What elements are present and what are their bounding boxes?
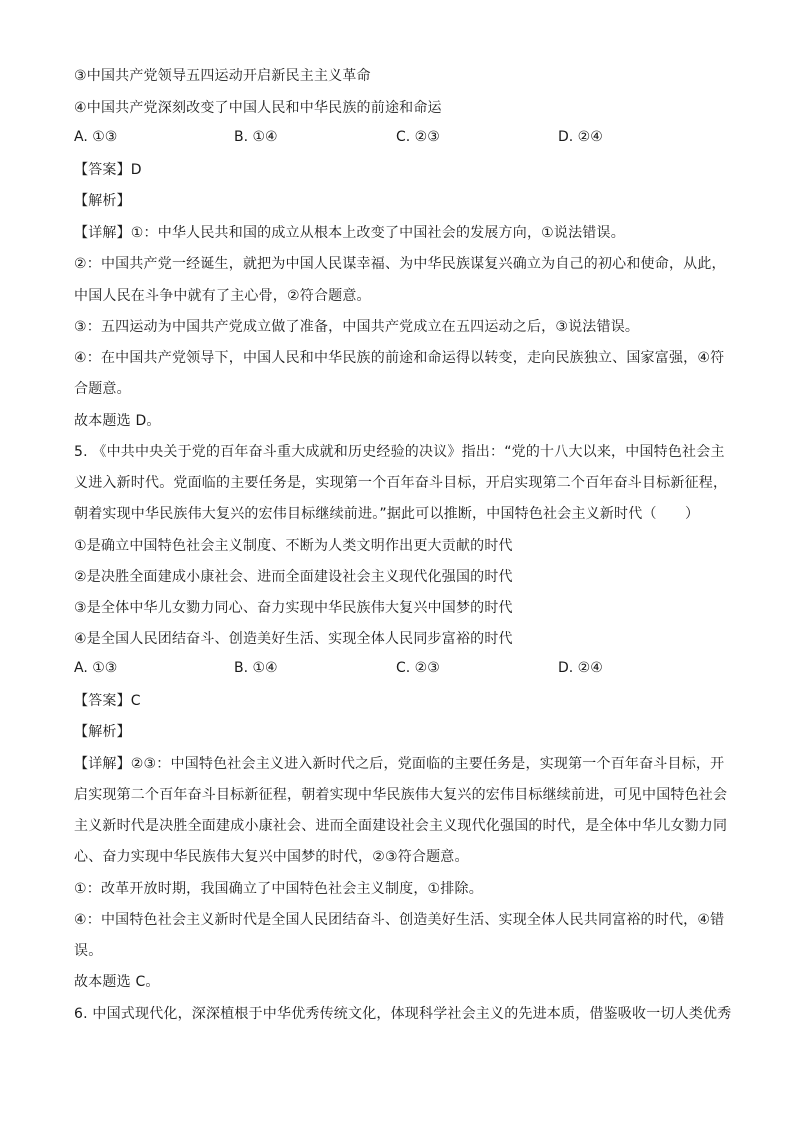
q4-option-a: A. ①③	[74, 129, 118, 145]
q4-detail-line: 合题意。	[74, 381, 131, 397]
q4-conclusion: 故本题选 D。	[74, 413, 161, 429]
q4-statement-4: ④中国共产党深刻改变了中国人民和中华民族的前途和命运	[74, 100, 442, 116]
q5-option-b: B. ①④	[234, 660, 278, 676]
q5-detail-line: 心、奋力实现中华民族伟大复兴中国梦的时代，②③符合题意。	[74, 849, 469, 865]
q5-option-d: D. ②④	[558, 660, 603, 676]
q4-option-d: D. ②④	[558, 129, 603, 145]
q5-statement-1: ①是确立中国特色社会主义制度、不断为人类文明作出更大贡献的时代	[74, 538, 513, 554]
q5-detail-line: ①：改革开放时期，我国确立了中国特色社会主义制度，①排除。	[74, 881, 483, 897]
q5-statement-3: ③是全体中华儿女勠力同心、奋力实现中华民族伟大复兴中国梦的时代	[74, 600, 513, 616]
q4-detail-line: ④：在中国共产党领导下，中国人民和中华民族的前途和命运得以转变，走向民族独立、国家富强，④符	[74, 350, 725, 366]
q4-options	[74, 129, 734, 149]
q4-option-c: C. ②③	[396, 129, 440, 145]
q6-stem-line: 6. 中国式现代化，深深植根于中华优秀传统文化，体现科学社会主义的先进本质，借鉴吸收一切人类优秀	[74, 1006, 732, 1022]
q4-detail-line: 中国人民在斗争中就有了主心骨，②符合题意。	[74, 288, 371, 304]
q5-detail-line: 误。	[74, 943, 103, 959]
q5-analysis-heading: 【解析】	[74, 724, 131, 740]
q5-option-a: A. ①③	[74, 660, 118, 676]
q5-detail-line: 【详解】②③：中国特色社会主义进入新时代之后，党面临的主要任务是，实现第一个百年奋斗目标，开	[74, 756, 725, 772]
q5-stem-line: 义进入新时代。党面临的主要任务是，实现第一个百年奋斗目标，开启实现第二个百年奋斗目标新征程，	[74, 475, 728, 491]
q4-answer: 【答案】D	[74, 162, 142, 178]
q5-options	[74, 660, 734, 680]
q4-analysis-heading: 【解析】	[74, 193, 131, 209]
q5-statement-4: ④是全国人民团结奋斗、创造美好生活、实现全体人民同步富裕的时代	[74, 631, 513, 647]
q4-option-b: B. ①④	[234, 129, 278, 145]
q5-conclusion: 故本题选 C。	[74, 974, 160, 990]
q5-stem-line: 朝着实现中华民族伟大复兴的宏伟目标继续前进。”据此可以推断，中国特色社会主义新时代（ ）	[74, 506, 700, 522]
q4-detail-line: 【详解】①：中华人民共和国的成立从根本上改变了中国社会的发展方向，①说法错误。	[74, 225, 625, 241]
q5-statement-2: ②是决胜全面建成小康社会、进而全面建设社会主义现代化强国的时代	[74, 569, 513, 585]
q5-option-c: C. ②③	[396, 660, 440, 676]
q5-detail-line: 启实现第二个百年奋斗目标新征程，朝着实现中华民族伟大复兴的宏伟目标继续前进，可见中国特色社会	[74, 787, 728, 803]
q4-detail-line: ③：五四运动为中国共产党成立做了准备，中国共产党成立在五四运动之后，③说法错误。	[74, 319, 640, 335]
q5-detail-line: 主义新时代是决胜全面建成小康社会、进而全面建设社会主义现代化强国的时代，是全体中华儿女勠力同	[74, 818, 728, 834]
q5-detail-line: ④：中国特色社会主义新时代是全国人民团结奋斗、创造美好生活、实现全体人民共同富裕的时代，④错	[74, 912, 725, 928]
q4-detail-line: ②：中国共产党一经诞生，就把为中国人民谋幸福、为中华民族谋复兴确立为自己的初心和使命，从此，	[74, 256, 726, 272]
q4-statement-3: ③中国共产党领导五四运动开启新民主主义革命	[74, 68, 371, 84]
q5-answer: 【答案】C	[74, 693, 141, 709]
q5-stem-line: 5. 《中共中央关于党的百年奋斗重大成就和历史经验的决议》指出：“党的十八大以来，中国特色社会主	[74, 444, 725, 460]
